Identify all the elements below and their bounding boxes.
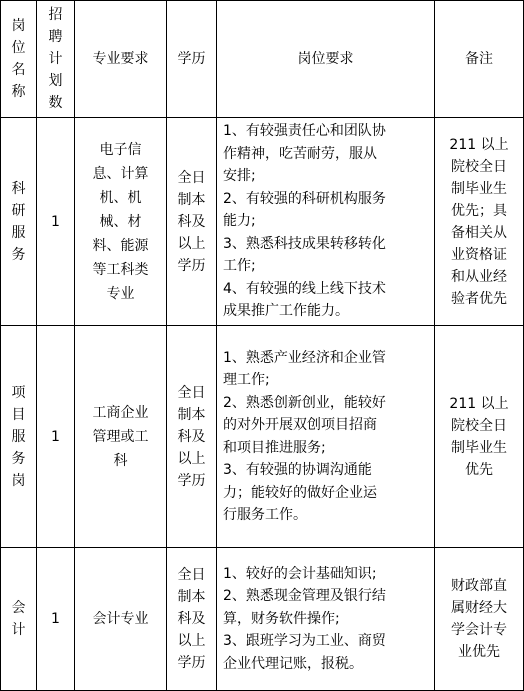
header-major: 专业要求 [75,1,167,118]
position-cell: 项 目 服 务 岗 [1,326,37,548]
education-cell: 全日 制本 科及 以上 学历 [167,118,217,326]
requirements-cell: 1、有较强责任心和团队协 作精神，吃苦耐劳，服从 安排; 2、有较强的科研机构服务 能力; 3、熟悉科技成果转移转化 工作; 4、有较强的线上线下技术 成果推广工作能力。 [217,118,435,326]
table-row [1,548,524,691]
major-cell: 工商企业 管理或工 科 [75,326,167,548]
requirements-cell: 1、熟悉产业经济和企业管 理工作; 2、熟悉创新创业，能较好 的对外开展双创项目招商 和项目推进服务; 3、有较强的协调沟通能 力；能较好的做好企业运 行服务工作。 [217,326,435,548]
education-cell: 全日 制本 科及 以上 学历 [167,548,217,691]
position-cell: 科 研 服 务 [1,118,37,326]
major-cell: 电子信 息、计算 机、机 械、材 料、能源 等工科类 专业 [75,118,167,326]
count-cell: 1 [37,548,75,691]
header-position-name: 岗 位 名 称 [1,1,37,118]
header-recruit-plan: 招 聘 计 划 数 [37,1,75,118]
requirements-cell: 1、较好的会计基础知识; 2、熟悉现金管理及银行结 算，财务软件操作; 3、跟班学习为工业、商贸 企业代理记账，报税。 [217,548,435,691]
education-cell: 全日 制本 科及 以上 学历 [167,326,217,548]
table-row [1,326,524,548]
count-cell: 1 [37,326,75,548]
position-cell: 会 计 [1,548,37,691]
table-row [1,118,524,326]
remarks-cell: 211 以上 院校全日 制毕业生 优先 [435,326,524,548]
major-cell: 会计专业 [75,548,167,691]
header-row [1,1,524,118]
count-cell: 1 [37,118,75,326]
header-remarks: 备注 [435,1,524,118]
header-education: 学历 [167,1,217,118]
remarks-cell: 财政部直 属财经大 学会计专 业优先 [435,548,524,691]
remarks-cell: 211 以上 院校全日 制毕业生 优先；具 备相关从 业资格证 和从业经 验者优先 [435,118,524,326]
header-job-requirements: 岗位要求 [217,1,435,118]
